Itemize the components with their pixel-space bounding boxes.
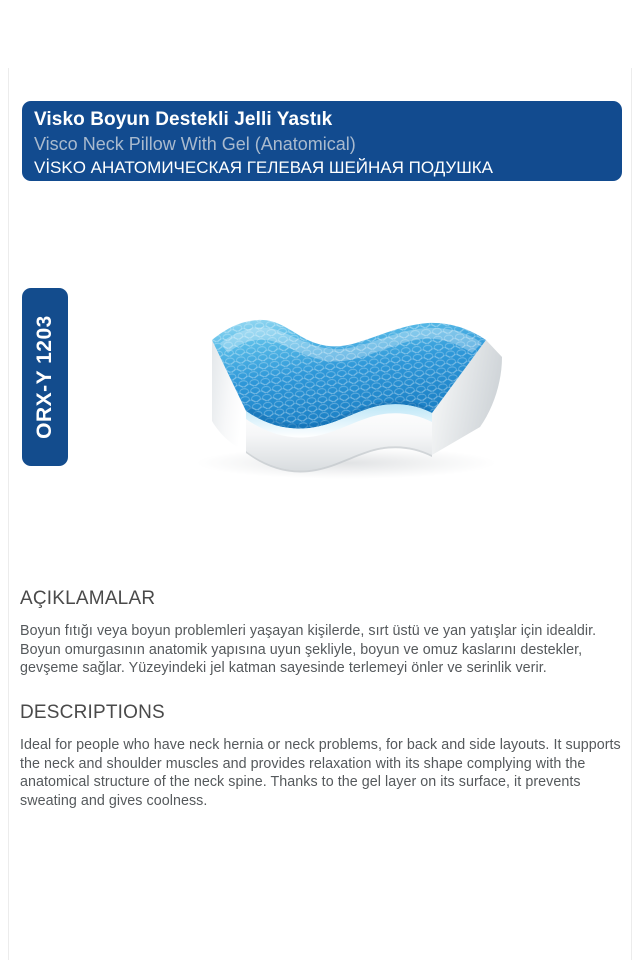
product-title-turkish: Visko Boyun Destekli Jelli Yastık	[34, 109, 333, 130]
english-heading: DESCRIPTIONS	[20, 702, 165, 723]
page-right-rule	[631, 68, 632, 960]
turkish-body-text: Boyun fıtığı veya boyun problemleri yaşayan kişilerde, sırt üstü ve yan yatışlar için idealdir. Boyun omurgasının anatomik yapısına uyun şekliyle, boyun ve omuz kaslarını destekler, gevşeme sağlar. Yüzeyindeki jel katman sayesinde terlemeyi önler ve serinlik verir.	[20, 623, 597, 676]
turkish-heading: AÇIKLAMALAR	[20, 588, 156, 609]
product-code-label: ORX-Y 1203	[33, 315, 56, 439]
description-section-turkish	[20, 588, 626, 678]
product-title-english: Visco Neck Pillow With Gel (Anatomical)	[34, 134, 356, 154]
product-code-tab	[22, 288, 68, 466]
english-body-text: Ideal for people who have neck hernia or neck problems, for back and side layouts. It supports the neck and shoulder muscles and provides relaxation with its shape complying with the anatomical structure of the neck spine. Thanks to the gel layer on its surface, it prevents sweating and gives coolness.	[20, 737, 621, 809]
description-section-english	[20, 702, 626, 810]
pillow-illustration	[150, 285, 550, 495]
product-title-russian: VİSKO АНАТОМИЧЕСКАЯ ГЕЛЕВАЯ ШЕЙНАЯ ПОДУШКА	[34, 158, 494, 177]
product-title-banner	[22, 101, 622, 181]
page-left-rule	[8, 68, 9, 960]
product-image	[150, 285, 550, 495]
